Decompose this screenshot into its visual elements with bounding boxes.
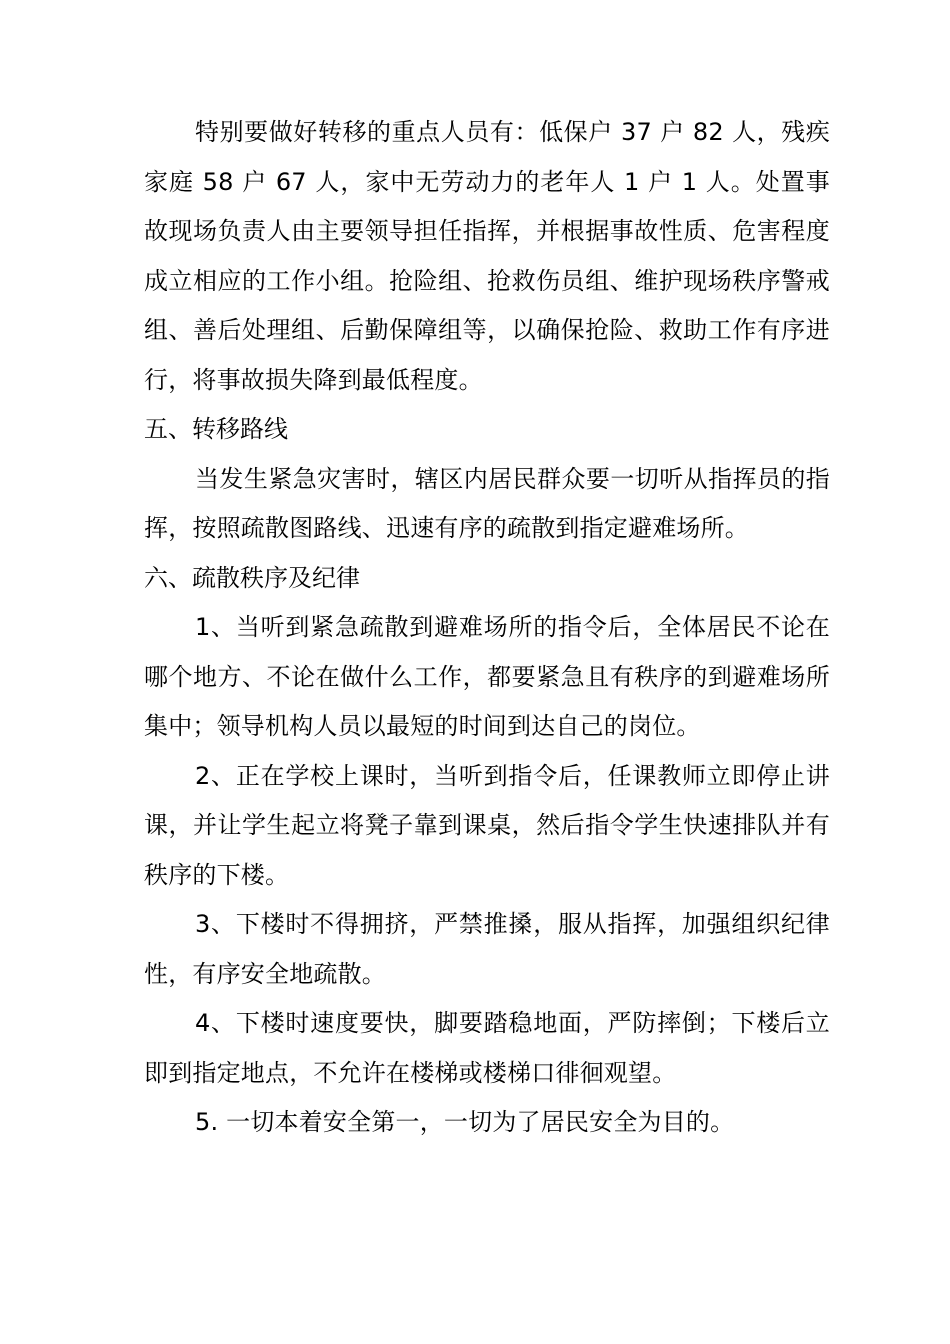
paragraph-item-4: 4、下楼时速度要快，脚要踏稳地面，严防摔倒；下楼后立即到指定地点，不允许在楼梯或楼梯口徘徊观望。 xyxy=(144,1009,830,1087)
paragraph-transfer-route: 当发生紧急灾害时，辖区内居民群众要一切听从指挥员的指挥，按照疏散图路线、迅速有序的疏散到指定避难场所。 xyxy=(144,464,830,542)
paragraph-item-3: 3、下楼时不得拥挤，严禁推搡，服从指挥，加强组织纪律性，有序安全地疏散。 xyxy=(144,910,830,988)
paragraph-key-personnel: 特别要做好转移的重点人员有：低保户 37 户 82 人，残疾家庭 58 户 67 人，家中无劳动力的老年人 1 户 1 人。处置事故现场负责人由主要领导担任指挥，并根据事故性质、危害程度成立相应的工作小组。抢险组、抢救伤员组、维护现场秩序警戒组、善后处理组、后勤保障组等，以确保抢险、救助工作有序进行，将事故损失降到最低程度。 xyxy=(144,118,830,394)
paragraph-item-1: 1、当听到紧急疏散到避难场所的指令后，全体居民不论在哪个地方、不论在做什么工作，都要紧急且有秩序的到避难场所集中；领导机构人员以最短的时间到达自己的岗位。 xyxy=(144,613,830,740)
paragraph-item-5: 5. 一切本着安全第一，一切为了居民安全为目的。 xyxy=(195,1108,735,1136)
section-heading-evacuation-order: 六、疏散秩序及纪律 xyxy=(144,563,360,592)
section-heading-transfer-route: 五、转移路线 xyxy=(144,415,288,443)
paragraph-item-2: 2、正在学校上课时，当听到指令后，任课教师立即停止讲课，并让学生起立将凳子靠到课桌，然后指令学生快速排队并有秩序的下楼。 xyxy=(144,761,830,889)
